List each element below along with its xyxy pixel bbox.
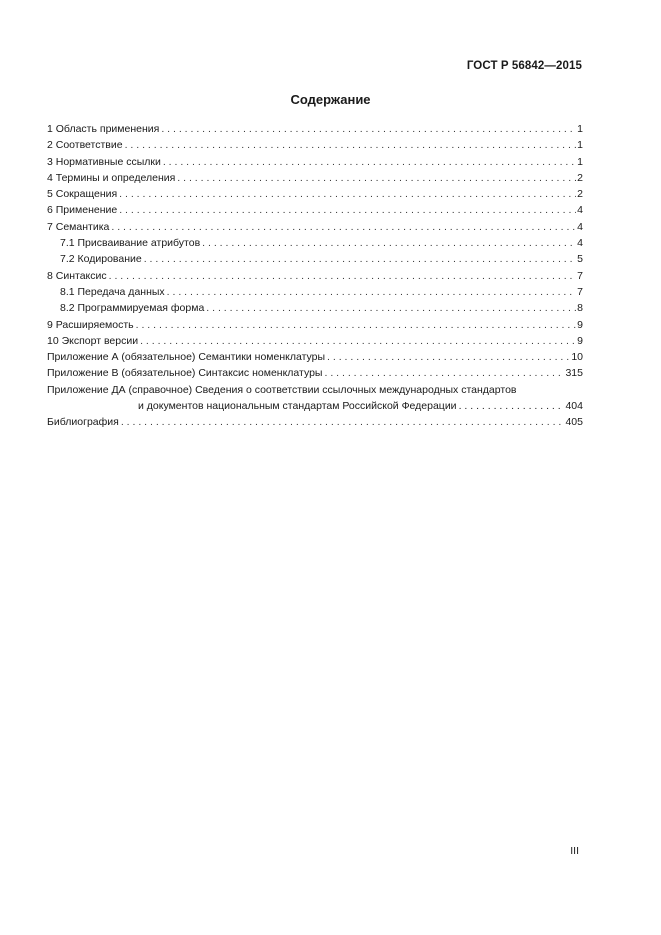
toc-entry-page: 7 xyxy=(577,285,583,298)
toc-leader-dots xyxy=(177,170,576,186)
toc-entry-10[interactable] xyxy=(47,333,583,349)
toc-entry-bibliography[interactable] xyxy=(47,414,583,430)
toc-entry-7[interactable] xyxy=(47,219,583,235)
toc-entry-8-1[interactable] xyxy=(47,284,583,300)
toc-entry-page: 1 xyxy=(577,155,583,168)
toc-entry-page: 9 xyxy=(577,318,583,331)
toc-entry-label: Библиография xyxy=(47,416,119,429)
toc-entry-label: 9 Расширяемость xyxy=(47,318,134,331)
toc-leader-dots xyxy=(119,186,576,202)
toc-entry-label: 8.1 Передача данных xyxy=(60,285,165,298)
toc-entry-9[interactable] xyxy=(47,317,583,333)
toc-leader-dots xyxy=(163,154,576,170)
toc-entry-label: 10 Экспорт версии xyxy=(47,334,139,347)
toc-leader-dots xyxy=(109,268,577,284)
toc-entry-4[interactable] xyxy=(47,170,583,186)
toc-entry-label: Приложение В (обязательное) Синтаксис номенклатуры xyxy=(47,367,323,380)
toc-entry-page: 2 xyxy=(577,171,583,184)
toc-entry-label: Приложение А (обязательное) Семантики номенклатуры xyxy=(47,351,326,364)
toc-entry-7-2[interactable] xyxy=(47,251,583,267)
toc-entry-6[interactable] xyxy=(47,202,583,218)
toc-leader-dots xyxy=(161,121,576,137)
toc-entry-appendix-b[interactable] xyxy=(47,365,583,381)
toc-entry-page: 7 xyxy=(577,269,583,282)
toc-entry-page: 4 xyxy=(577,204,583,217)
toc-leader-dots xyxy=(144,251,576,267)
document-code: ГОСТ Р 56842—2015 xyxy=(466,60,582,72)
toc-entry-page: 9 xyxy=(577,334,583,347)
toc-entry-label: 1 Область применения xyxy=(47,123,160,135)
toc-entry-label: 8 Синтаксис xyxy=(47,269,107,282)
toc-leader-dots xyxy=(324,365,564,381)
toc-entry-page: 10 xyxy=(571,351,583,364)
toc-entry-label: 4 Термины и определения xyxy=(47,171,176,184)
toc-entry-label: 3 Нормативные ссылки xyxy=(47,155,161,168)
toc-entry-7-1[interactable] xyxy=(47,235,583,251)
page-title: Содержание xyxy=(290,92,371,107)
toc-entry-label: 7.1 Присваивание атрибутов xyxy=(60,237,201,250)
toc-leader-dots xyxy=(136,317,577,333)
toc-entry-1[interactable] xyxy=(47,121,583,137)
toc-entry-page: 4 xyxy=(577,237,583,250)
toc-entry-appendix-a[interactable] xyxy=(47,349,583,365)
toc-entry-label: 2 Соответствие xyxy=(47,139,123,152)
toc-entry-page: 5 xyxy=(577,253,583,266)
toc-leader-dots xyxy=(119,202,576,218)
toc-entry-page: 1 xyxy=(577,139,583,152)
toc-entry-page: 405 xyxy=(565,416,583,429)
toc-entry-label: 7 Семантика xyxy=(47,220,110,233)
toc-leader-dots xyxy=(125,137,577,153)
toc-leader-dots xyxy=(206,300,576,316)
toc-entry-label: 5 Сокращения xyxy=(47,188,118,201)
toc-entry-appendix-da[interactable] xyxy=(47,382,583,415)
toc-entry-label: 8.2 Программируемая форма xyxy=(60,302,205,315)
toc-entry-page: 404 xyxy=(565,400,583,413)
toc-entry-5[interactable] xyxy=(47,186,583,202)
table-of-contents xyxy=(47,121,583,431)
toc-entry-page: 1 xyxy=(577,123,583,135)
toc-entry-8[interactable] xyxy=(47,268,583,284)
page-number: III xyxy=(570,845,579,857)
toc-leader-dots xyxy=(167,284,576,300)
toc-entry-page: 4 xyxy=(577,220,583,233)
toc-leader-dots xyxy=(121,414,565,430)
toc-leader-dots xyxy=(459,398,565,414)
toc-entry-8-2[interactable] xyxy=(47,300,583,316)
toc-entry-page: 315 xyxy=(565,367,583,380)
toc-entry-label-line1: Приложение ДА (справочное) Сведения о соответствии ссылочных международных стандартов xyxy=(47,383,517,396)
toc-entry-label-line2: и документов национальным стандартам Российской Федерации xyxy=(138,400,457,413)
toc-entry-3[interactable] xyxy=(47,154,583,170)
toc-entry-page: 8 xyxy=(577,302,583,315)
toc-entry-2[interactable] xyxy=(47,137,583,153)
toc-leader-dots xyxy=(140,333,576,349)
toc-leader-dots xyxy=(202,235,576,251)
toc-leader-dots xyxy=(327,349,570,365)
toc-entry-label: 6 Применение xyxy=(47,204,118,217)
toc-entry-page: 2 xyxy=(577,188,583,201)
toc-entry-label: 7.2 Кодирование xyxy=(60,253,142,266)
toc-leader-dots xyxy=(111,219,576,235)
